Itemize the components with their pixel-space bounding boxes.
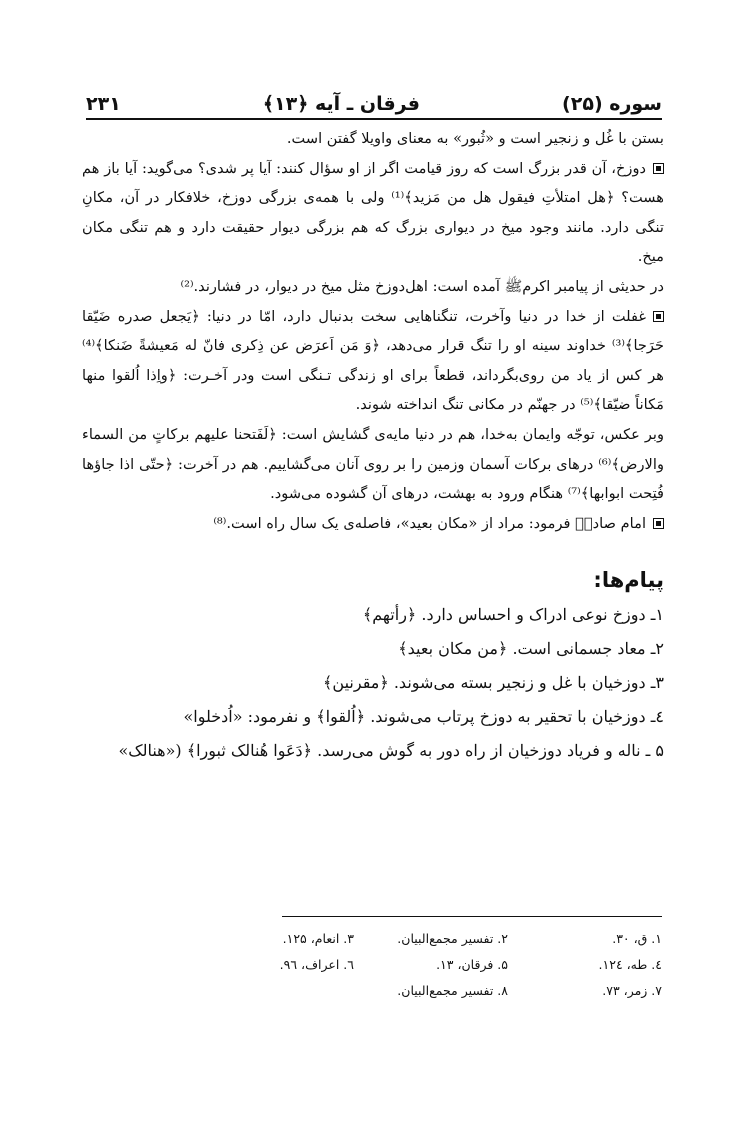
square-bullet-icon (653, 518, 664, 529)
main-text (82, 124, 664, 768)
message-item: ۱ـ دوزخ نوعی ادراک و احساس دارد. ﴿رأتهم﴾ (362, 605, 664, 625)
messages-title: پیام‌ها: (593, 568, 664, 593)
surah-label: سوره (۲۵) (562, 93, 662, 115)
page-title: فرقان ـ آیه ﴿۱۳﴾ (262, 93, 420, 115)
message-item: ۲ـ معاد جسمانی است. ﴿من مکان بعید﴾ (398, 639, 664, 659)
paragraph-5: وبر عکس، توجّه وایمان به‌خدا، هم در دنیا مایه‌ی گشایش است: ﴿لَفَتحنا علیهم برکاتٍ من السماء والارض﴾⁽⁶⁾ درهای برکات آسمان وزمین را بر روی آنان می‌گشاییم. هم در آخرت: ﴿حتّی اذا جاؤها فُتِحت ابوابها﴾⁽⁷⁾ هنگام ورود به بهشت، درهای آن گشوده می‌شود. (82, 425, 664, 503)
footnote: ۳. انعام، ۱۲۵. (282, 931, 354, 946)
paragraph-2: دوزخ، آن قدر بزرگ است که روز قیامت اگر از او سؤال کنند: آیا پر شدی؟ می‌گوید: آیا باز هم هست؟ ﴿هل امتلأتِ فیقول هل من مَزید﴾⁽¹⁾ ولی با همه‌ی بزرگی دوزخ، خلافکار در آن، مکانِ تنگی دارد. مانند وجود میخ در دیواری بزرگ که هم بزرگی دیوار حقیقت دارد و هم تنگی مکان میخ. (82, 159, 664, 266)
page-number: ۲۳۱ (86, 93, 121, 115)
footnote: ۷. زمر، ۷۳. (602, 983, 662, 998)
footnote: ٤. طه، ۱۲٤. (598, 957, 662, 972)
footnote-divider (282, 916, 662, 917)
footnotes (200, 928, 662, 1002)
footnote: ۱. ق، ۳۰. (612, 931, 662, 946)
page-header (86, 86, 662, 120)
square-bullet-icon (653, 311, 664, 322)
paragraph-1: بستن با غُل و زنجیر است و «ثُبور» به معنای واویلا گفتن است. (286, 130, 664, 147)
footnote: ۲. تفسیر مجمع‌البیان. (397, 931, 508, 946)
message-item: ۳ـ دوزخیان با غل و زنجیر بسته می‌شوند. ﴿مقرنین﴾ (323, 673, 664, 693)
message-item: ۵ ـ ناله و فریاد دوزخیان از راه دور به گوش می‌رسد. ﴿دَعَوا هُنالک ثبورا﴾ («هنالک» (118, 741, 664, 761)
paragraph-3: در حدیثی از پیامبر اکرمﷺ آمده است: اهل‌دوزخ مثل میخ در دیوار، در فشارند.⁽²⁾ (180, 277, 664, 295)
square-bullet-icon (653, 163, 664, 174)
footnote: ۸. تفسیر مجمع‌البیان. (397, 983, 508, 998)
paragraph-6: امام صادقؑ فرمود: مراد از «مکان بعید»، فاصله‌ی یک سال راه است.⁽⁸⁾ (82, 509, 664, 539)
footnote: ۵. فرقان، ۱۳. (436, 957, 508, 972)
footnote: ٦. اعراف، ۹٦. (279, 957, 354, 972)
paragraph-4: غفلت از خدا در دنیا وآخرت، تنگناهایی سخت بدنبال دارد، امّا در دنیا: ﴿یَجعل صدره ضَیّقا حَرَجا﴾⁽³⁾ خداوند سینه او را تنگ قرار می‌دهد، ﴿وَ مَن اَعرَض عن ذِکری فانّ له مَعیشةً ضَنکا﴾⁽⁴⁾ هر کس از یاد من روی‌بگرداند، قطعاً برای او زندگی تـنگی است ودر آخـرت: ﴿واِذا اُلقوا منها مَکاناً ضیّقا﴾⁽⁵⁾ در جهنّم در مکانی تنگ انداخته شوند. (82, 307, 664, 414)
message-item: ٤ـ دوزخیان با تحقیر به دوزخ پرتاب می‌شوند. ﴿اُلقوا﴾ و نفرمود: «اُدخلوا» (183, 707, 664, 727)
